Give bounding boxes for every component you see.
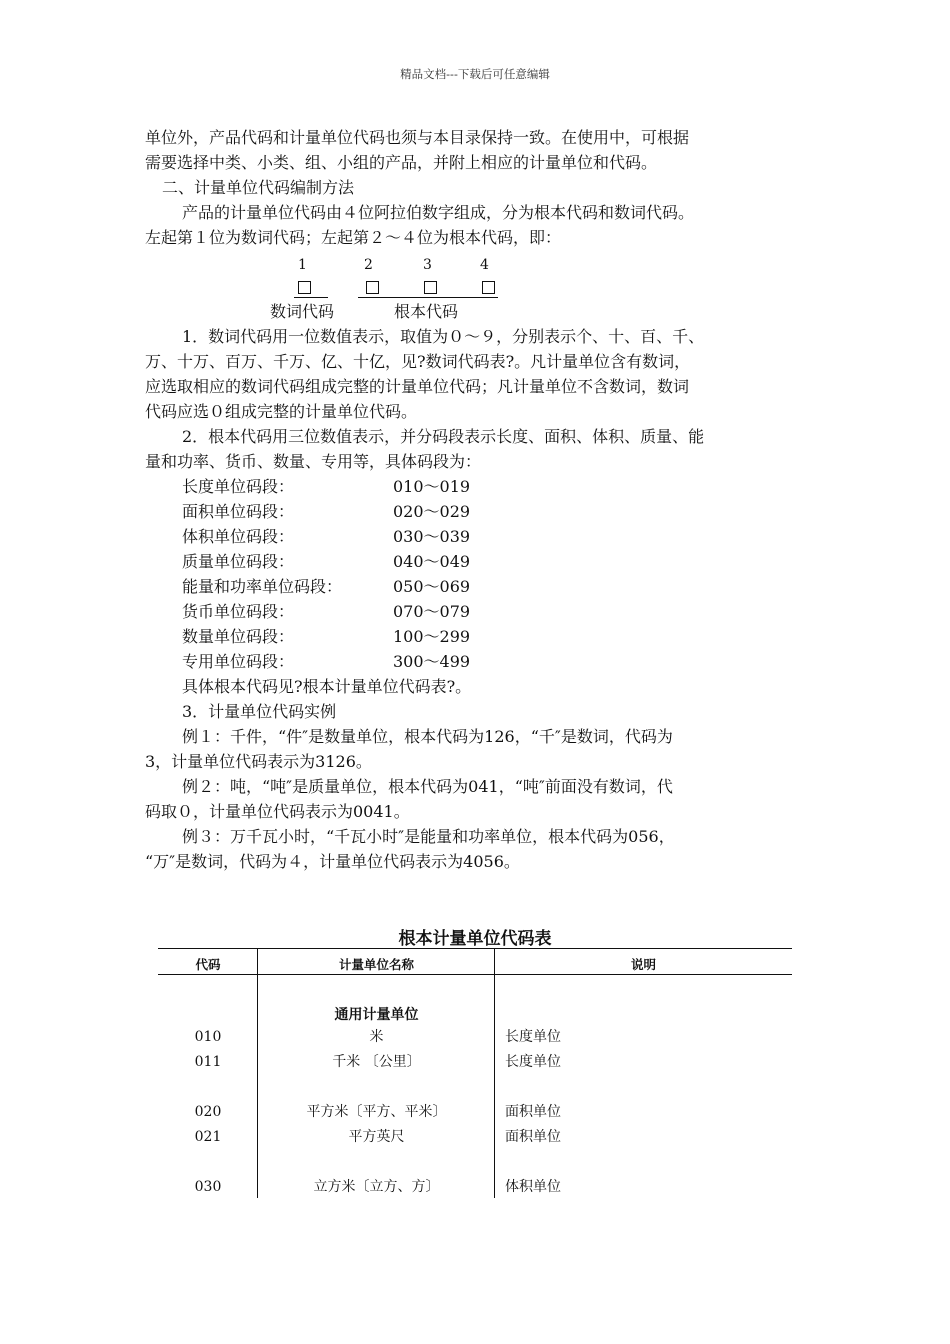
- cell-name: 千米 〔公里〕: [332, 1054, 421, 1070]
- col-divider: [257, 948, 258, 1198]
- underline-basic: [358, 297, 498, 298]
- segment-range: 020～029: [393, 502, 471, 521]
- segment-range: 010～019: [393, 477, 471, 496]
- cell-note: 体积单位: [505, 1179, 561, 1195]
- code-box: [366, 281, 379, 294]
- text-line: 单位外，产品代码和计量单位代码也须与本目录保持一致。在使用中，可根据: [145, 128, 690, 147]
- text-line: 例１：千件，“件″是数量单位，根本代码为126，“千″是数词，代码为: [182, 727, 673, 746]
- text-line: “万″是数词，代码为４，计量单位代码表示为4056。: [145, 852, 520, 871]
- digit-label: 1: [298, 257, 307, 273]
- text-line: 产品的计量单位代码由４位阿拉伯数字组成，分为根本代码和数词代码。: [182, 203, 695, 222]
- cell-code: 010: [194, 1029, 222, 1045]
- cell-code: 021: [194, 1129, 222, 1145]
- segment-label: 专用单位码段：: [182, 652, 295, 671]
- table-title: 根本计量单位代码表: [398, 929, 552, 949]
- segment-label: 货币单位码段：: [182, 602, 295, 621]
- digit-label: 4: [480, 257, 489, 273]
- cell-code: 030: [194, 1179, 222, 1195]
- text-line: 量和功率、货币、数量、专用等，具体码段为：: [145, 452, 482, 471]
- segment-label: 体积单位码段：: [182, 527, 295, 546]
- underline-numeral: [294, 297, 328, 298]
- segment-range: 070～079: [393, 602, 471, 621]
- digit-label: 2: [364, 257, 373, 273]
- text-line: 3．计量单位代码实例: [182, 702, 337, 721]
- code-box: [424, 281, 437, 294]
- text-line: 例３：万千瓦小时，“千瓦小时″是能量和功率单位，根本代码为056，: [182, 827, 675, 846]
- text-line: 左起第１位为数词代码；左起第２～４位为根本代码，即：: [145, 228, 562, 247]
- text-line: 2．根本代码用三位数值表示，并分码段表示长度、面积、体积、质量、能: [182, 427, 705, 446]
- segment-range: 050～069: [393, 577, 471, 596]
- label-basic-code: 根本代码: [394, 302, 459, 321]
- cell-code: 011: [194, 1054, 222, 1070]
- segment-range: 300～499: [393, 652, 471, 671]
- segment-label: 面积单位码段：: [182, 502, 295, 521]
- text-line: 需要选择中类、小类、组、小组的产品，并附上相应的计量单位和代码。: [145, 153, 658, 172]
- segment-label: 质量单位码段：: [182, 552, 295, 571]
- digit-label: 3: [423, 257, 432, 273]
- table-header-rule: [158, 974, 792, 975]
- segment-range: 100～299: [393, 627, 471, 646]
- text-line: 万、十万、百万、千万、亿、十亿，见?数词代码表?。凡计量单位含有数词，: [145, 352, 691, 371]
- label-numeral-code: 数词代码: [270, 302, 335, 321]
- cell-name: 平方英尺: [348, 1129, 405, 1145]
- page-header: 精品文档---下载后可任意编辑: [400, 67, 550, 81]
- segment-label: 长度单位码段：: [182, 477, 295, 496]
- segment-label: 能量和功率单位码段：: [182, 577, 343, 596]
- cell-note: 面积单位: [505, 1129, 561, 1145]
- segment-range: 040～049: [393, 552, 471, 571]
- text-line: 3，计量单位代码表示为3126。: [145, 752, 372, 771]
- col-divider: [494, 948, 495, 1198]
- text-line: 代码应选０组成完整的计量单位代码。: [145, 402, 418, 421]
- cell-code: 020: [194, 1104, 222, 1120]
- cell-name: 立方米〔立方、方〕: [313, 1179, 440, 1195]
- cell-note: 长度单位: [505, 1029, 561, 1045]
- col-header-note: 说明: [630, 957, 656, 972]
- cell-note: 长度单位: [505, 1054, 561, 1070]
- section-heading: 二、计量单位代码编制方法: [162, 178, 355, 197]
- section-label: 通用计量单位: [334, 1007, 419, 1023]
- code-box: [298, 281, 311, 294]
- text-line: 应选取相应的数词代码组成完整的计量单位代码；凡计量单位不含数词，数词: [145, 377, 690, 396]
- text-line: 1．数词代码用一位数值表示，取值为０～９，分别表示个、十、百、千、: [182, 327, 705, 346]
- cell-note: 面积单位: [505, 1104, 561, 1120]
- cell-name: 平方米〔平方、平米〕: [306, 1104, 447, 1120]
- text-line: 具体根本代码见?根本计量单位代码表?。: [182, 677, 472, 696]
- col-header-name: 计量单位名称: [338, 957, 414, 972]
- code-box: [482, 281, 495, 294]
- segment-range: 030～039: [393, 527, 471, 546]
- text-line: 例２：吨，“吨″是质量单位，根本代码为041，“吨″前面没有数词，代: [182, 777, 673, 796]
- text-line: 码取０，计量单位代码表示为0041。: [145, 802, 410, 821]
- segment-label: 数量单位码段：: [182, 627, 295, 646]
- col-header-code: 代码: [195, 957, 221, 972]
- cell-name: 米: [369, 1029, 384, 1045]
- table-top-rule: [158, 948, 792, 949]
